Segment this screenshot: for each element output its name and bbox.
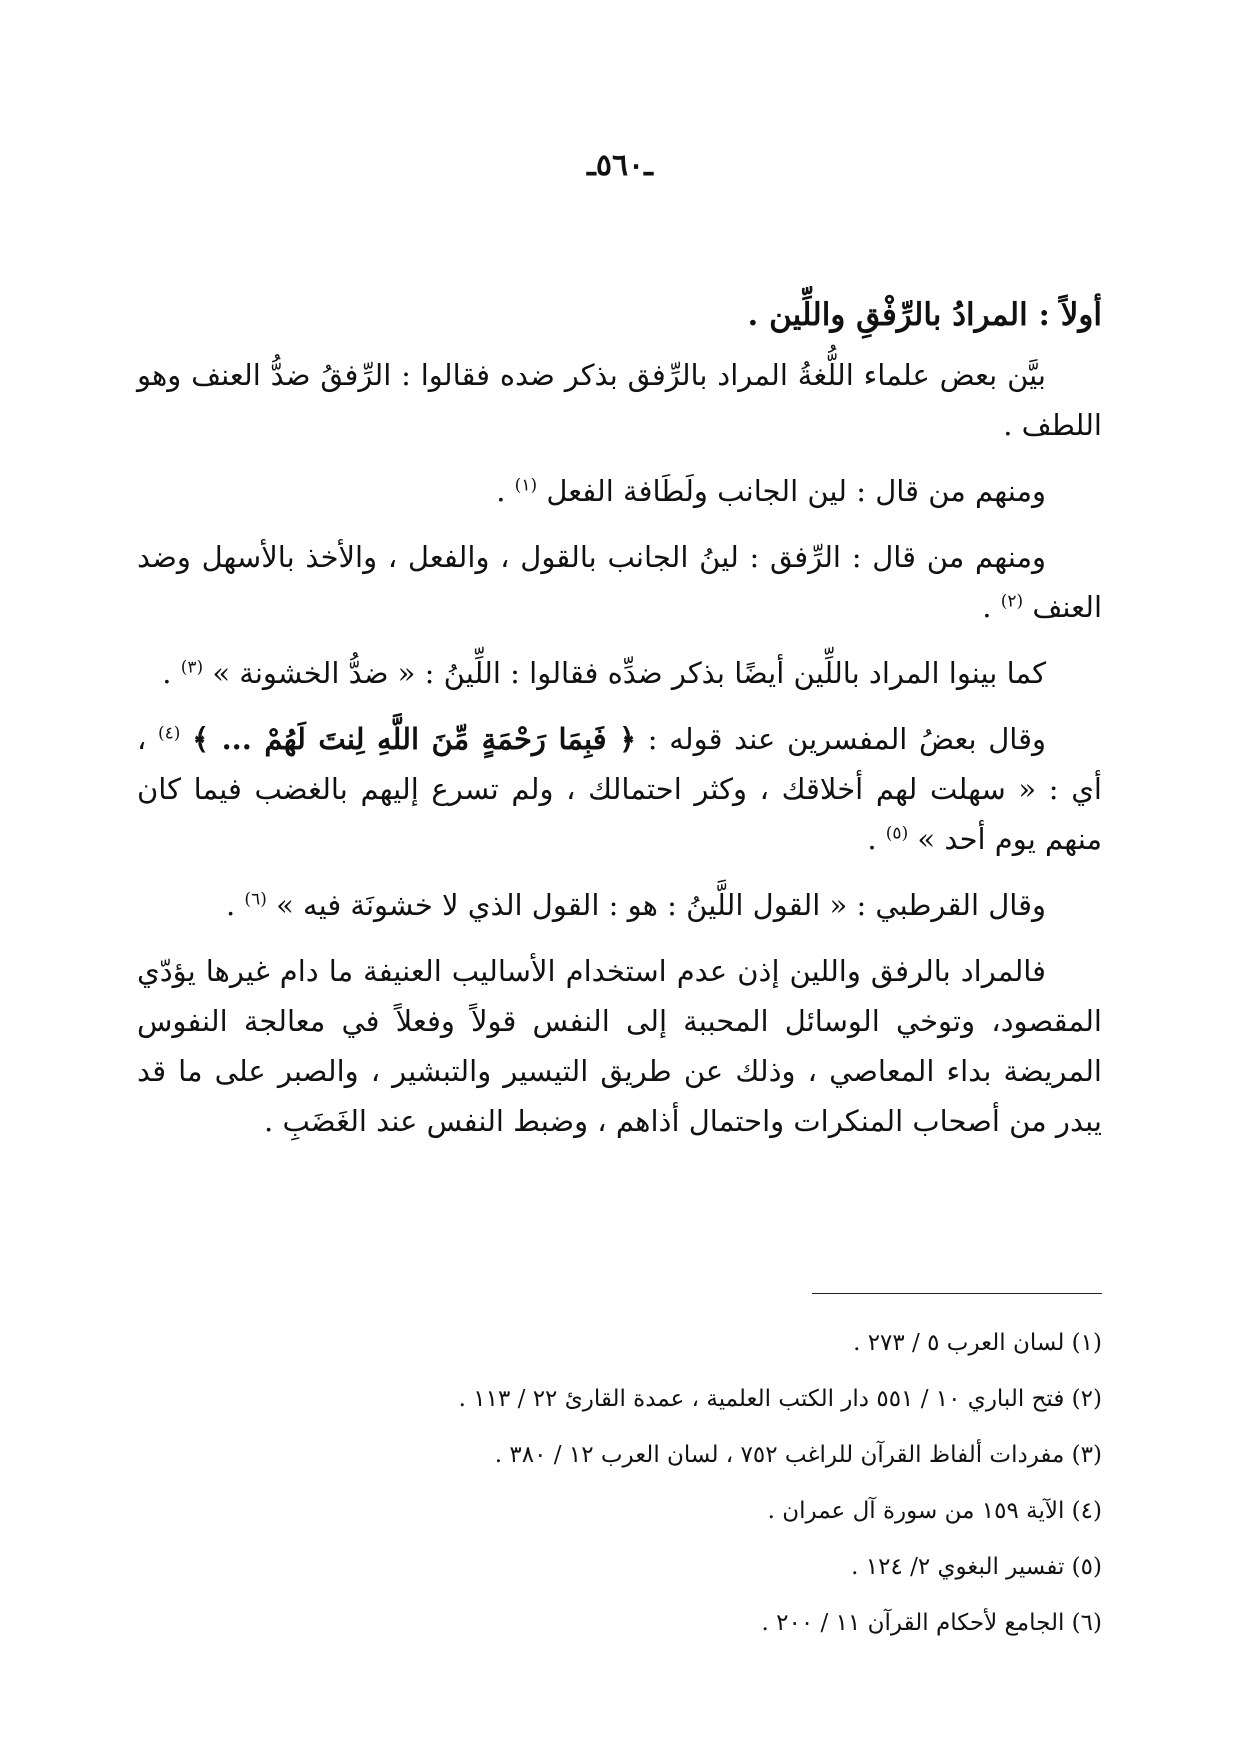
footnote-divider (812, 1293, 1102, 1294)
footnote-ref-6: (٦) (244, 889, 267, 910)
paragraph-5-start: وقال بعضُ المفسرين عند قوله : (636, 722, 1046, 756)
footnote-ref-4: (٤) (158, 723, 181, 744)
footnote-ref-5: (٥) (885, 823, 909, 844)
paragraph-5 (137, 714, 1102, 864)
paragraph-2 (137, 466, 1102, 516)
paragraph-6-text: وقال القرطبي : « القول اللَّينُ : هو : القول الذي لا خشونَة فيه » (276, 888, 1046, 922)
footnote-4: (٤) الآية ١٥٩ من سورة آل عمران . (767, 1498, 1102, 1524)
quran-verse: ﴿ فَبِمَا رَحْمَةٍ مِّنَ اللَّهِ لِنتَ لَهُمْ ... ﴾ (192, 722, 637, 756)
footnote-1: (١) لسان العرب ٥ / ٢٧٣ . (853, 1330, 1102, 1356)
footnote-ref-1: (١) (514, 475, 538, 496)
paragraph-4-end: . (162, 656, 172, 690)
paragraph-3-text: ومنهم من قال : الرِّفق : لينُ الجانب بالقول ، والفعل ، والأخذ بالأسهل وضد العنف (137, 540, 1102, 624)
page-number: ـ٥٦٠ـ (587, 148, 653, 183)
footnote-ref-3: (٣) (180, 657, 204, 678)
main-content (137, 290, 1102, 1162)
paragraph-6-end: . (225, 888, 236, 922)
paragraph-7: فالمراد بالرفق واللين إذن عدم استخدام الأساليب العنيفة ما دام غيرها يؤدّي المقصود، وتوخي الوسائل المحببة إلى النفس قولاً وفعلاً في معالجة النفوس المريضة بداء المعاصي ، وذلك عن طريق التيسير والتبشير ، والصبر على ما قد يبدر من أصحاب المنكرات واحتمال أذاهم ، وضبط النفس عند الغَضَبِ . (137, 954, 1102, 1138)
footnote-5: (٥) تفسير البغوي ٢/ ١٢٤ . (851, 1554, 1102, 1580)
footnote-ref-2: (٢) (1000, 591, 1024, 612)
paragraph-4 (137, 648, 1102, 698)
footnotes (137, 1315, 1102, 1651)
paragraph-4-text: كما بينوا المراد باللِّين أيضًا بذكر ضدِّه فقالوا : اللِّينُ : « ضدُّ الخشونة » (212, 656, 1046, 690)
footnote-2: (٢) فتح الباري ١٠ / ٥٥١ دار الكتب العلمية ، عمدة القارئ ٢٢ / ١١٣ . (458, 1386, 1102, 1412)
paragraph-6 (137, 880, 1102, 930)
paragraph-3-end: . (982, 590, 992, 624)
paragraph-3 (137, 532, 1102, 632)
footnote-6: (٦) الجامع لأحكام القرآن ١١ / ٢٠٠ . (761, 1610, 1102, 1636)
paragraph-5-middle: ، أي : « سهلت لهم أخلاقك ، وكثر احتمالك ، ولم تسرع إليهم بالغضب فيما كان منهم يوم أحد » (137, 722, 1102, 856)
footnote-3: (٣) مفردات ألفاظ القرآن للراغب ٧٥٢ ، لسان العرب ١٢ / ٣٨٠ . (494, 1442, 1102, 1468)
section-heading: أولاً : المرادُ بالرِّفْقِ واللِّين . (747, 297, 1102, 333)
paragraph-5-end: . (867, 822, 877, 856)
paragraph-2-text: ومنهم من قال : لين الجانب ولَطَافة الفعل (546, 474, 1046, 508)
paragraph-1: بيَّن بعض علماء اللُّغةُ المراد بالرِّفق بذكر ضده فقالوا : الرِّفقُ ضدُّ العنف وهو اللطف . (137, 358, 1102, 442)
paragraph-2-end: . (496, 474, 506, 508)
